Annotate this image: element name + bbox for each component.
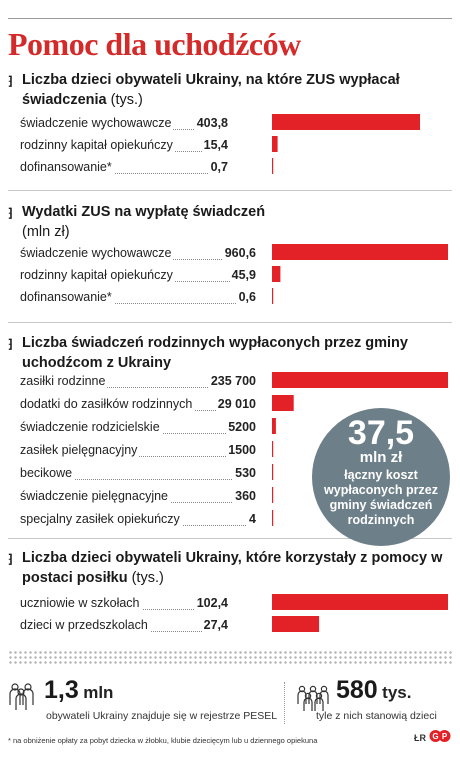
value-label: 4 [249, 512, 256, 526]
stat-pesel [44, 676, 113, 705]
value-label: 29 010 [217, 397, 256, 411]
stat-pesel-value: 1,3 [44, 676, 79, 704]
category-label: dodatki do zasiłków rodzinnych [20, 397, 193, 411]
category-label: rodzinny kapitał opiekuńczy [20, 138, 173, 152]
category-label: specjalny zasiłek opiekuńczy [20, 512, 180, 526]
chart-2-bar [272, 266, 280, 282]
value-label: 960,6 [224, 246, 256, 260]
bracket-marker-icon: ⁆ [8, 206, 13, 220]
stat-pesel-unit: mln [83, 683, 114, 702]
chart-2-bar [272, 244, 448, 260]
value-label: 530 [235, 466, 256, 480]
category-label: świadczenie rodzicielskie [20, 420, 160, 434]
author-credit: ŁR [414, 733, 426, 743]
section-2-unit: (mln zł) [22, 224, 70, 240]
stat-divider [284, 682, 285, 724]
category-label: dofinansowanie* [20, 290, 112, 304]
stat-children-caption: tyle z nich stanowią dzieci [316, 710, 437, 722]
stat-children-unit: tys. [382, 683, 412, 702]
value-label: 102,4 [196, 596, 228, 610]
logo-letter-g: G [432, 732, 439, 741]
value-label: 0,7 [210, 160, 228, 174]
category-label: becikowe [20, 466, 73, 480]
category-label: zasiłek pielęgnacyjny [20, 443, 138, 457]
stat-children-value: 580 [336, 676, 378, 704]
category-label: świadczenie wychowawcze [20, 246, 172, 260]
category-label: świadczenie pielęgnacyjne [20, 489, 169, 503]
bubble-unit: mln zł [359, 449, 403, 466]
value-label: 360 [235, 489, 256, 503]
section-4-unit: (tys.) [131, 570, 164, 586]
dotted-divider [8, 650, 452, 666]
category-label: uczniowie w szkołach [20, 596, 140, 610]
value-label: 0,6 [238, 290, 256, 304]
section-1-title: Liczba dzieci obywateli Ukrainy, na które ZUS wypłacał świadczenia [22, 72, 400, 108]
stat-pesel-caption: obywateli Ukrainy znajduje się w rejestrze PESEL [46, 710, 278, 722]
category-label: zasiłki rodzinne [20, 374, 106, 388]
value-label: 235 700 [210, 374, 256, 388]
chart-3-bar [272, 418, 276, 434]
bubble-value: 37,5 [347, 414, 415, 452]
publisher-logo [429, 728, 451, 744]
category-label: świadczenie wychowawcze [20, 116, 172, 130]
section-2-title: Wydatki ZUS na wypłatę świadczeń [22, 204, 266, 220]
category-label: dzieci w przedszkolach [20, 618, 148, 632]
value-label: 1500 [228, 443, 256, 457]
chart-1-bar [272, 158, 273, 174]
section-3-title: Liczba świadczeń rodzinnych wypłaconych przez gminy uchodźcom z Ukrainy [22, 335, 408, 371]
chart-1-bar [272, 136, 278, 152]
bracket-marker-icon: ⁆ [8, 337, 13, 351]
chart-3-bar [272, 441, 273, 457]
value-label: 5200 [228, 420, 256, 434]
chart-4-bar [272, 594, 448, 610]
logo-letter-p: P [441, 732, 448, 741]
bubble-text: łączny koszt wypłaconych przez gminy świadczeń rodzinnych [324, 468, 438, 527]
value-label: 15,4 [203, 138, 228, 152]
value-label: 45,9 [231, 268, 256, 282]
bracket-marker-icon: ⁆ [8, 552, 13, 566]
category-label: dofinansowanie* [20, 160, 112, 174]
section-4-title: Liczba dzieci obywateli Ukrainy, które korzystały z pomocy w postaci posiłku [22, 550, 443, 586]
chart-4-bar [272, 616, 319, 632]
chart-3-bar [272, 464, 273, 480]
total-cost-bubble [312, 408, 450, 546]
chart-3-bar [272, 510, 273, 526]
category-label: rodzinny kapitał opiekuńczy [20, 268, 173, 282]
chart-2-bar [272, 288, 273, 304]
footnote: * na obniżenie opłaty za pobyt dziecka w żłobku, klubie dziecięcym lub u dziennego opiekuna [8, 736, 318, 745]
page-title: Pomoc dla uchodźców [8, 26, 301, 62]
value-label: 27,4 [203, 618, 228, 632]
chart-1-bar [272, 114, 420, 130]
chart-3-bar [272, 372, 448, 388]
section-1-unit: (tys.) [110, 92, 143, 108]
stat-children [336, 676, 411, 705]
bracket-marker-icon: ⁆ [8, 74, 13, 88]
value-label: 403,8 [196, 116, 228, 130]
chart-3-bar [272, 487, 273, 503]
chart-3-bar [272, 395, 294, 411]
